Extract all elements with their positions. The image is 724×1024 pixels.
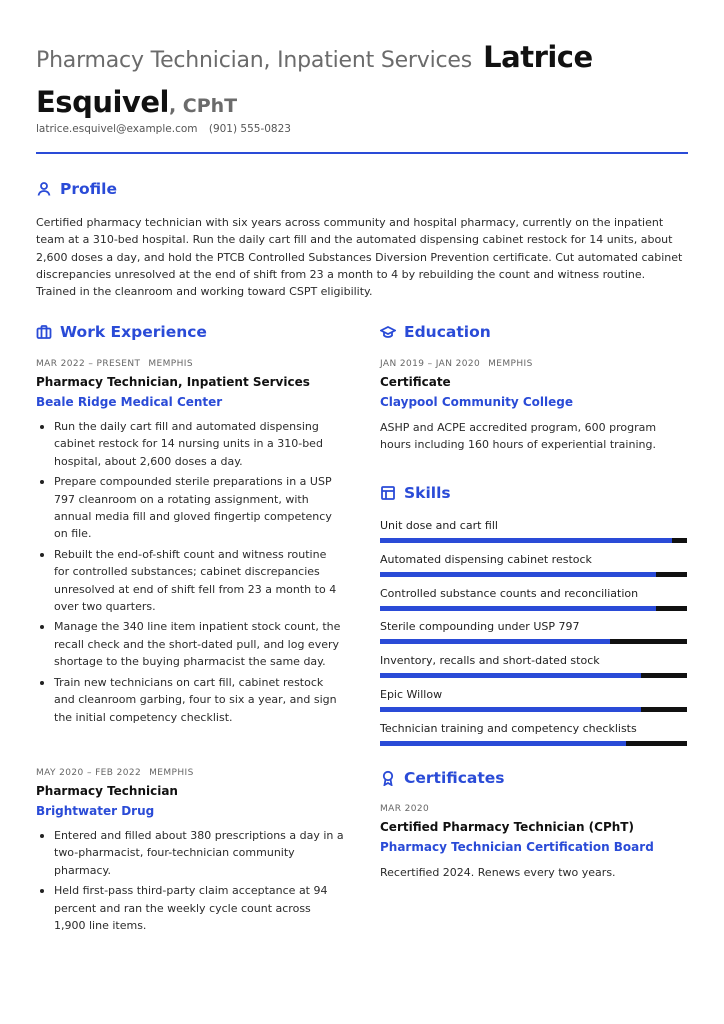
job-2-location: MEMPHIS: [149, 768, 194, 778]
skill-bar-track: [380, 572, 687, 577]
resume-header: [36, 36, 688, 126]
skill-item: [380, 687, 687, 721]
user-icon: [36, 181, 52, 197]
skill-bar-track: [380, 741, 687, 746]
skill-label: Automated dispensing cabinet restock: [380, 552, 592, 566]
skill-bar-track: [380, 673, 687, 678]
profile-heading-label: Profile: [60, 180, 117, 198]
skill-label: Controlled substance counts and reconciliation: [380, 586, 639, 600]
job-1-bullet: Run the daily cart fill and automated dispensing cabinet restock for 14 nursing units in a 310-bed hospital, about 2,600 doses a day.: [36, 418, 344, 470]
skill-label: Unit dose and cart fill: [380, 519, 498, 532]
job-1-title: Pharmacy Technician, Inpatient Services: [36, 375, 310, 389]
skill-label: Sterile compounding under USP 797: [380, 620, 580, 634]
experience-heading-label: Work Experience: [60, 323, 207, 341]
skill-bar-track: [380, 606, 687, 611]
skill-bar-track: [380, 538, 687, 543]
education-description: ASHP and ACPE accredited program, 600 program hours including 160 hours of experiential training.: [380, 421, 657, 452]
job-1-bullet: Rebuilt the end-of-shift count and witness routine for controlled substances; cabinet discrepancies unresolved at end of shift fell from 23 a month to 4 over two quarters.: [36, 546, 344, 616]
certificate-description: Recertified 2024. Renews every two years.: [380, 866, 616, 879]
skill-bar-fill: [380, 639, 610, 644]
job-1-dates: MAR 2022 – PRESENT: [36, 359, 141, 369]
header-role: Pharmacy Technician, Inpatient Services: [36, 48, 473, 73]
graduation-cap-icon: [380, 324, 396, 340]
briefcase-icon: [36, 324, 52, 340]
skill-bar-track: [380, 639, 687, 644]
skill-label: Inventory, recalls and short-dated stock: [380, 654, 600, 668]
skill-bar-fill: [380, 606, 656, 611]
skill-bar-fill: [380, 673, 641, 678]
job-2-meta: [36, 768, 194, 778]
job-2-title: Pharmacy Technician: [36, 784, 178, 798]
layout-icon: [380, 485, 396, 501]
skill-item: [380, 619, 687, 653]
education-meta: [380, 359, 533, 369]
certificate-date: MAR 2020: [380, 804, 430, 814]
experience-heading: [36, 323, 207, 341]
skill-bar-track: [380, 707, 687, 712]
skill-item: [380, 552, 687, 586]
certificate-issuer: Pharmacy Technician Certification Board: [380, 840, 654, 854]
job-2-bullets: [36, 827, 344, 937]
education-heading: [380, 323, 491, 341]
header-divider: [36, 152, 688, 154]
skills-heading: [380, 484, 451, 502]
skill-item: [380, 721, 687, 755]
certificates-heading-label: Certificates: [404, 769, 505, 787]
skills-list: [380, 518, 687, 755]
skill-item: [380, 653, 687, 687]
award-icon: [380, 770, 396, 786]
skill-label: Technician training and competency checklists: [380, 721, 637, 735]
skills-heading-label: Skills: [404, 484, 451, 502]
contact-email[interactable]: latrice.esquivel@example.com: [36, 123, 198, 135]
skill-item: [380, 518, 687, 552]
job-1-location: MEMPHIS: [148, 359, 193, 369]
certificates-heading: [380, 769, 505, 787]
skill-bar-fill: [380, 707, 641, 712]
job-2-bullet: Held first-pass third-party claim acceptance at 94 percent and ran the weekly cycle count across 1,900 line items.: [36, 882, 344, 934]
job-1-meta: [36, 359, 193, 369]
education-title: Certificate: [380, 375, 451, 389]
job-1-org: Beale Ridge Medical Center: [36, 395, 223, 409]
job-2-dates: MAY 2020 – FEB 2022: [36, 768, 142, 778]
skill-bar-fill: [380, 538, 672, 543]
profile-summary: Certified pharmacy technician with six years across community and hospital pharmacy, currently on the inpatient team at a 310-bed hospital. Run the daily cart fill and the automated dispensing cabinet restock for 14 units, about 2,600 doses a day, and hold the PTCB Controlled Substances Diversion Prevention certificate. Cut automated cabinet discrepancies unresolved at the end of shift from 23 a month to 4 by rebuilding the count and witness routine. Trained in the cleanroom and working toward CSPT eligibility.: [36, 216, 683, 299]
skill-bar-fill: [380, 572, 656, 577]
skill-item: [380, 586, 687, 620]
job-2-bullet: Entered and filled about 380 prescriptions a day in a two-pharmacist, four-technician community pharmacy.: [36, 827, 344, 879]
education-location: MEMPHIS: [488, 359, 533, 369]
job-1-bullet: Manage the 340 line item inpatient stock count, the recall check and the short-dated pull, and log every shortage to the buying pharmacist the same day.: [36, 618, 344, 670]
skill-bar-fill: [380, 741, 626, 746]
job-2-org: Brightwater Drug: [36, 804, 155, 818]
education-heading-label: Education: [404, 323, 491, 341]
education-org: Claypool Community College: [380, 395, 573, 409]
profile-heading: [36, 180, 117, 198]
job-1-bullets: [36, 418, 344, 729]
skill-label: Epic Willow: [380, 687, 443, 701]
header-name: Latrice Esquivel: [36, 40, 593, 119]
contact-phone[interactable]: (901) 555-0823: [208, 123, 291, 135]
certificate-title: Certified Pharmacy Technician (CPhT): [380, 820, 634, 834]
contact-line: [36, 123, 299, 135]
job-1-bullet: Train new technicians on cart fill, cabinet restock and cleanroom garbing, four to six a year, and sign the initial competency checklist.: [36, 674, 344, 726]
job-1-bullet: Prepare compounded sterile preparations in a USP 797 cleanroom on a rotating assignment, with annual media fill and gloved fingertip competency on file.: [36, 473, 344, 543]
header-credential: , CPhT: [168, 95, 238, 117]
education-dates: JAN 2019 – JAN 2020: [380, 359, 481, 369]
